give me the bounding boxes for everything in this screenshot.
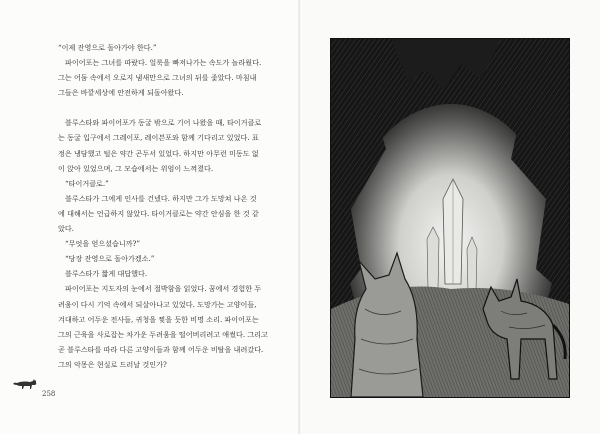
paragraph: 이 앉아 있었으며, 그 모습에서는 위엄이 느껴졌다. — [58, 163, 214, 173]
paragraph: 그의 악몽은 현실로 드러날 것인가? — [58, 359, 167, 369]
paragraph: 그는 어둠 속에서 오로지 냄새만으로 그녀의 뒤를 좇았다. 마침내 — [58, 73, 257, 83]
paragraph: 그들은 바깥세상에 안전하게 되돌아왔다. — [58, 88, 184, 98]
paragraph: 파이어포는 지도자의 눈에서 절박함을 읽었다. 꿈에서 경험한 두 — [65, 284, 262, 294]
paragraph: “이제 잔영으로 돌아가야 한다.” — [58, 43, 157, 52]
paragraph: 에 대해서는 언급하지 않았다. 타이거클로는 약간 안심을 한 것 같 — [58, 208, 259, 218]
paragraph: “당장 잔영으로 돌아가겠소.” — [65, 254, 155, 264]
paragraph: 파이어포는 그녀를 따랐다. 얼룩을 빠져나가는 속도가 놀라웠다. — [65, 58, 262, 68]
paragraph: 정은 냉담했고 털은 약간 곤두서 있었다. 하지만 아무런 미동도 없 — [58, 148, 259, 158]
paragraph: 았다. — [58, 224, 74, 234]
paragraph: 그의 근육을 사로잡는 차가운 두려움을 떨어버리려고 애썼다. 그리고 — [58, 329, 268, 339]
paragraph: 블루스타가 짧게 대답했다. — [65, 269, 148, 279]
paragraph: 블루스타가 그에게 인사를 건넸다. 하지만 그가 도망쳐 나온 것 — [65, 193, 257, 203]
cat-silhouette-icon — [12, 377, 38, 391]
paragraph: “무엇을 얻으셨습니까?” — [65, 239, 140, 249]
paragraph-gap — [58, 100, 278, 115]
paragraph: 는 동굴 입구에서 그레이포, 레이븐포와 함께 기다리고 있었다. 표 — [58, 133, 259, 143]
cave-cats-illustration — [330, 38, 570, 398]
paragraph: 겨대하고 어두운 전사들, 귀청을 찢을 듯한 비명 소리. 파이어포는 — [58, 314, 259, 324]
paragraph: 려움이 다시 기억 속에서 되살아나고 있었다. 도망가는 고양이들, — [58, 299, 257, 309]
page-number: 258 — [42, 390, 56, 398]
story-text — [58, 40, 278, 372]
paragraph: 곧 블루스타를 따라 다른 고양이들과 함께 어두운 비탈을 내려갔다. — [58, 344, 264, 354]
paragraph: 블루스타와 파이어포가 동굴 밖으로 기어 나왔을 때, 타이거클로 — [65, 118, 262, 128]
paragraph: “타이거클로.” — [65, 178, 109, 188]
